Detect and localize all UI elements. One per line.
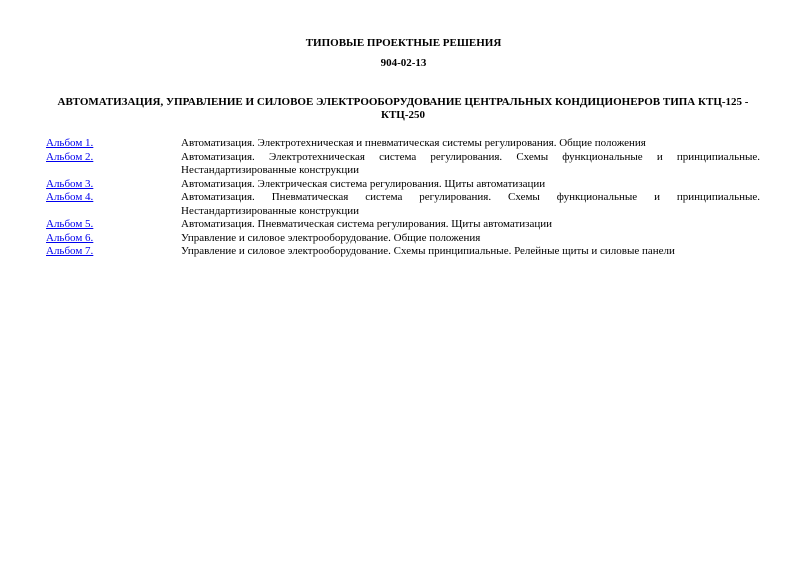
album-description-6: Управление и силовое электрооборудование. Общие положения: [181, 231, 481, 244]
album-row-3: [46, 178, 760, 192]
album-description-3: Автоматизация. Электрическая система регулирования. Щиты автоматизации: [181, 177, 546, 190]
document-series-heading: ТИПОВЫЕ ПРОЕКТНЫЕ РЕШЕНИЯ: [305, 37, 502, 49]
album-row-4: [46, 191, 760, 218]
album-link-3[interactable]: Альбом 3.: [46, 177, 94, 190]
album-link-2[interactable]: Альбом 2.: [46, 150, 94, 163]
album-description-5: Автоматизация. Пневматическая система регулирования. Щиты автоматизации: [181, 218, 553, 230]
album-link-6[interactable]: Альбом 6.: [46, 231, 94, 244]
album-list: [46, 137, 760, 259]
album-row-7: [46, 245, 760, 259]
album-description-4: Автоматизация. Пневматическая система регулирования. Схемы функциональные и принципиальные. Нестандартизированные конструкции: [181, 191, 760, 217]
album-row-2: [46, 151, 760, 178]
album-link-5[interactable]: Альбом 5.: [46, 218, 94, 230]
document-number: 904-02-13: [380, 57, 427, 69]
document-title: АВТОМАТИЗАЦИЯ, УПРАВЛЕНИЕ И СИЛОВОЕ ЭЛЕКТРООБОРУДОВАНИЕ ЦЕНТРАЛЬНЫХ КОНДИЦИОНЕРОВ ТИПА КТЦ-125 - КТЦ-250: [57, 96, 749, 121]
album-row-6: [46, 232, 760, 246]
album-description-1: Автоматизация. Электротехническая и пневматическая системы регулирования. Общие положения: [181, 137, 646, 149]
album-row-5: [46, 218, 760, 232]
album-description-7: Управление и силовое электрооборудование. Схемы принципиальные. Релейные щиты и силовые панели: [181, 245, 675, 257]
album-row-1: [46, 137, 760, 151]
album-link-1[interactable]: Альбом 1.: [46, 137, 94, 149]
album-link-7[interactable]: Альбом 7.: [46, 245, 94, 257]
album-description-2: Автоматизация. Электротехническая система регулирования. Схемы функциональные и принципиальные. Нестандартизированные конструкции: [181, 150, 760, 176]
album-link-4[interactable]: Альбом 4.: [46, 191, 94, 203]
